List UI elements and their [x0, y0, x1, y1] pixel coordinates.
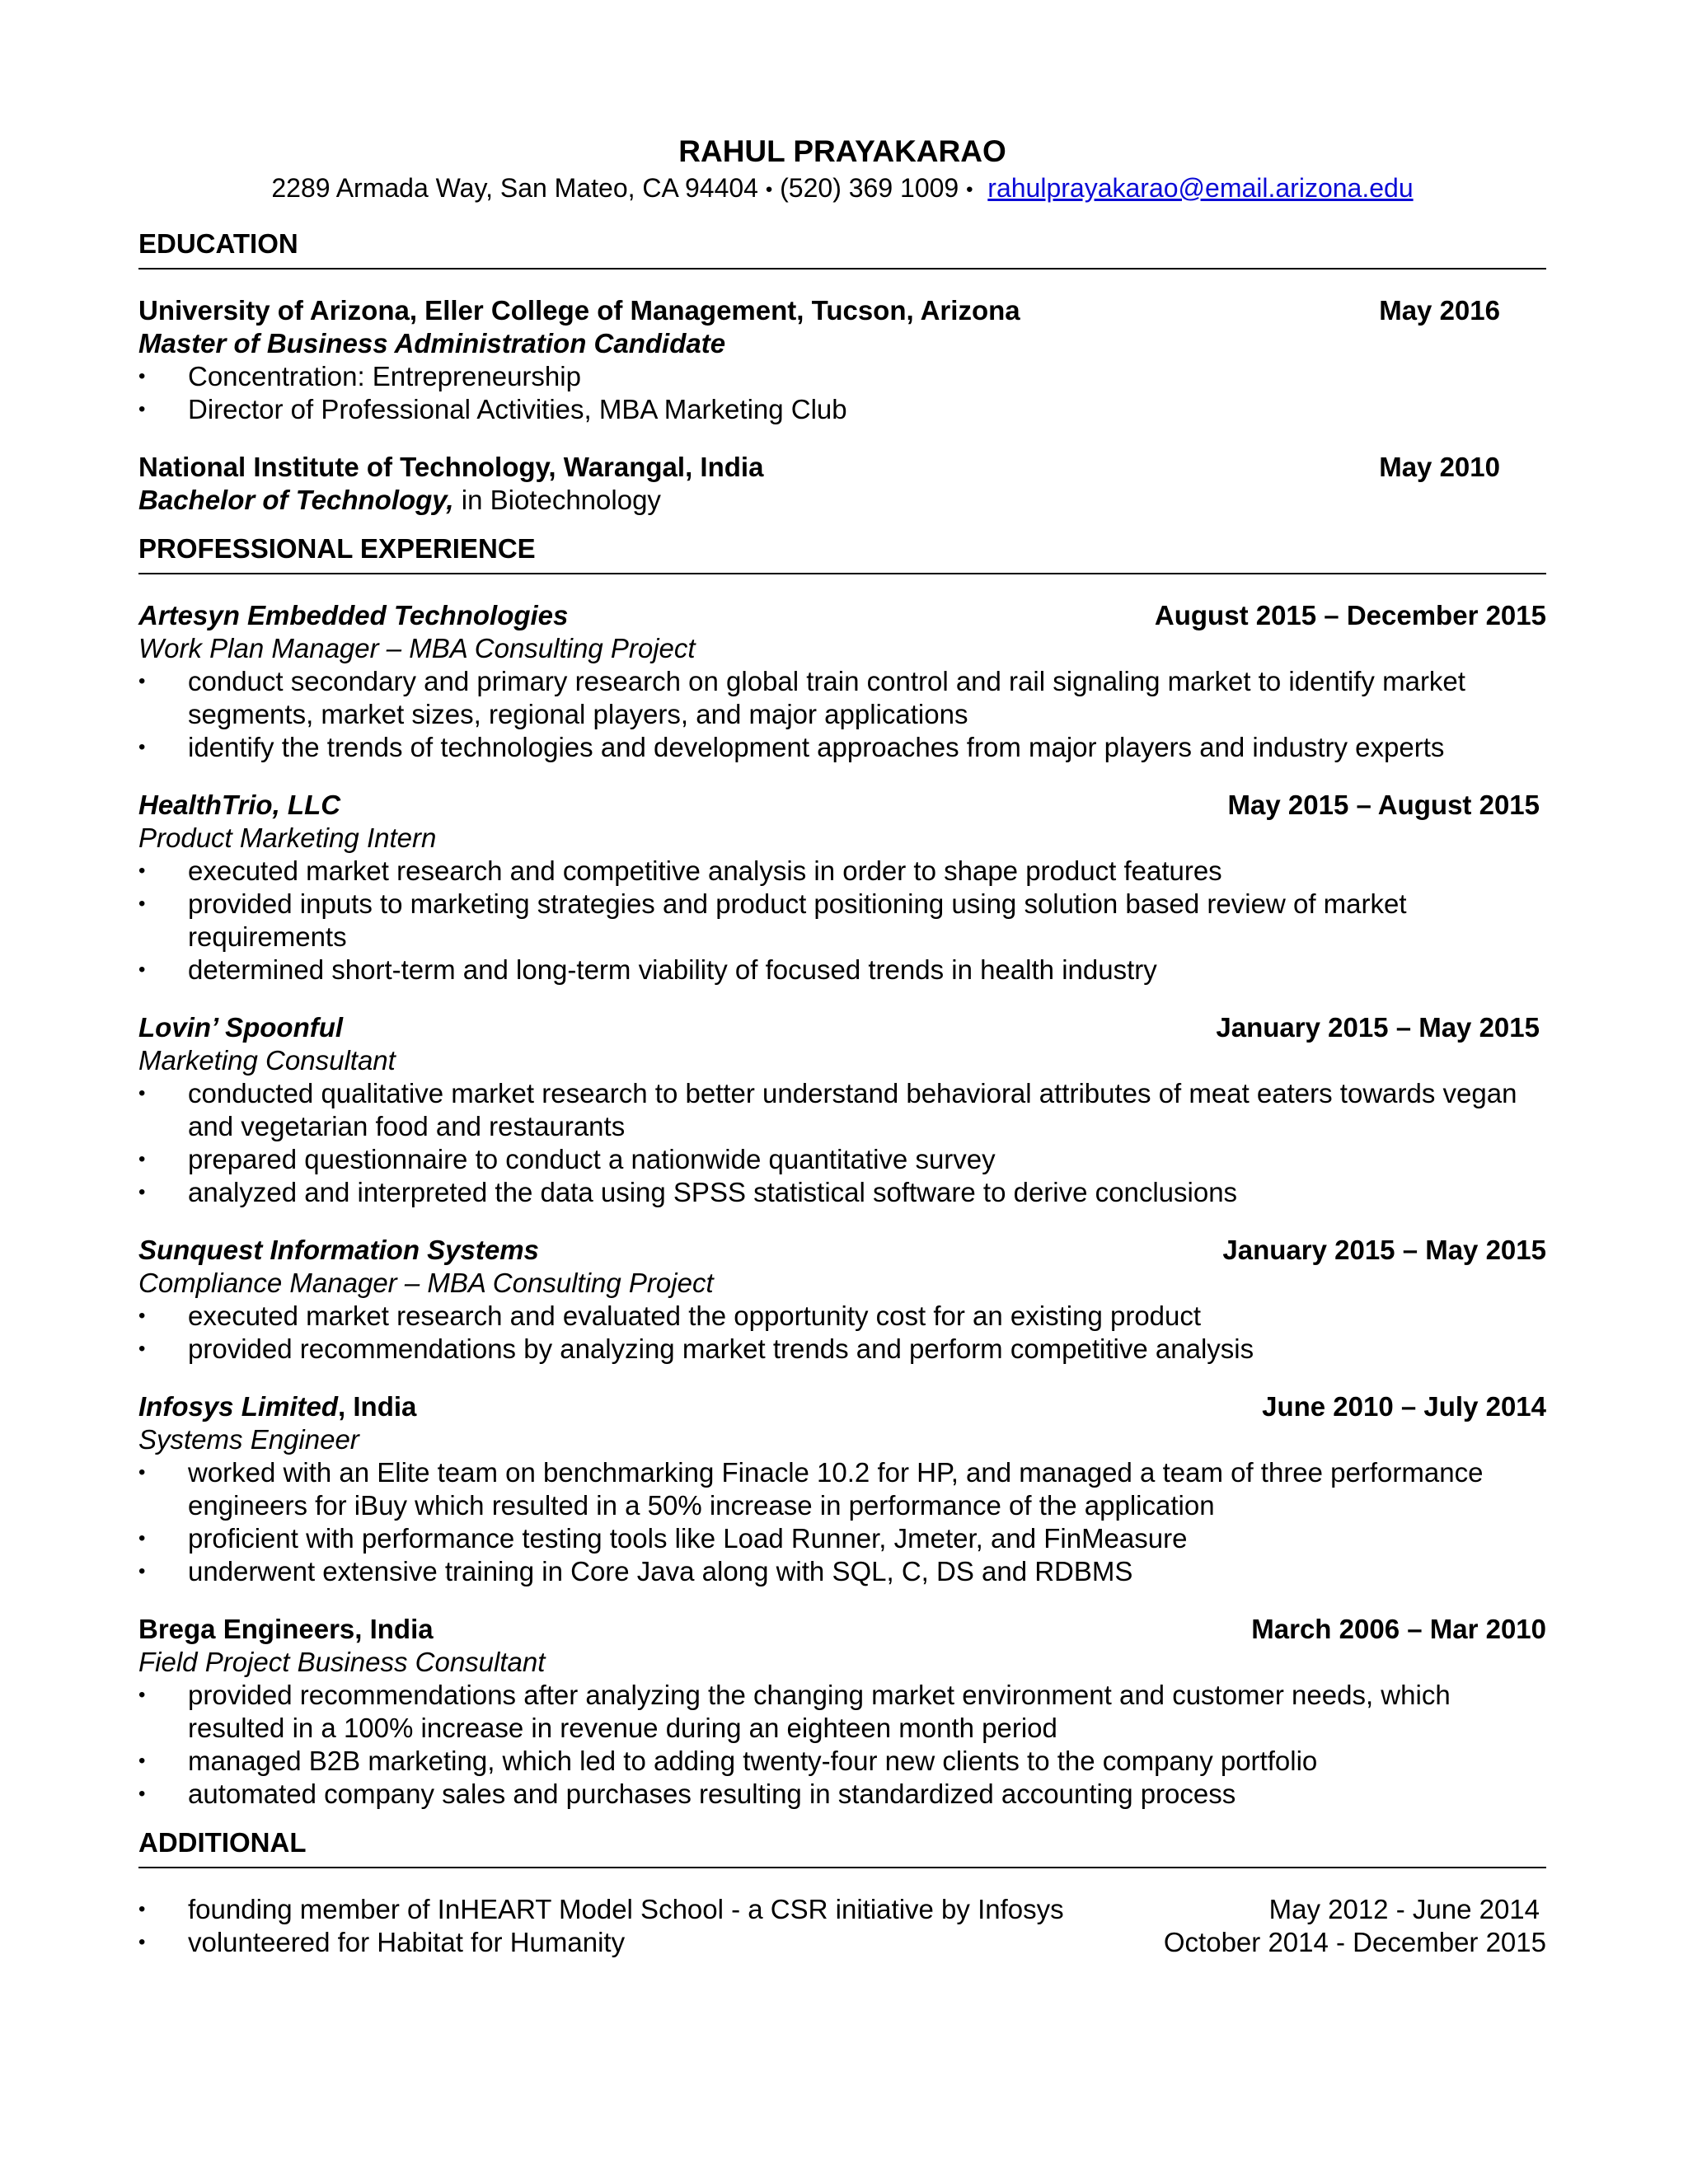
contact-line — [138, 171, 1546, 207]
experience-date: January 2015 – May 2015 — [1222, 1234, 1546, 1265]
candidate-name: RAHUL PRAYAKARAO — [678, 134, 1006, 168]
job-role: Compliance Manager – MBA Consulting Project — [138, 1267, 714, 1298]
section-title-additional: ADDITIONAL — [138, 1825, 1546, 1868]
experience-date: August 2015 – December 2015 — [1154, 599, 1546, 630]
separator-dot: • — [966, 178, 973, 201]
list-item: • underwent extensive training in Core Java along with SQL, C, DS and RDBMS — [138, 1555, 1133, 1586]
job-role: Work Plan Manager – MBA Consulting Project — [138, 632, 696, 663]
company-name: HealthTrio, LLC — [138, 789, 341, 820]
address: 2289 Armada Way, San Mateo, CA 94404 — [271, 173, 758, 203]
experience-date: January 2015 – May 2015 — [1216, 1011, 1540, 1043]
section-title-experience: PROFESSIONAL EXPERIENCE — [138, 532, 1546, 574]
list-item: • determined short-term and long-term viability of focused trends in health industry — [138, 954, 1157, 985]
list-item: • prepared questionnaire to conduct a nationwide quantitative survey — [138, 1143, 996, 1174]
bullet-dot: • — [138, 1782, 146, 1805]
job-role: Product Marketing Intern — [138, 822, 437, 853]
experience-section — [138, 532, 1546, 1811]
list-item: • identify the trends of technologies and development approaches from major players and industry experts — [138, 731, 1445, 762]
email-link[interactable]: rahulprayakarao@email.arizona.edu — [987, 173, 1414, 203]
additional-date: May 2012 - June 2014 — [1268, 1893, 1540, 1924]
company-name: Lovin’ Spoonful — [138, 1011, 344, 1043]
list-item: • conducted qualitative market research to better understand behavioral attributes of meat eaters towards vegan and vegetarian food and restaurants — [138, 1077, 1517, 1141]
list-item: • executed market research and competitive analysis in order to shape product features — [138, 855, 1222, 886]
bullet-dot: • — [138, 958, 146, 981]
resume-page — [138, 132, 1546, 1959]
list-item: • provided recommendations by analyzing market trends and perform competitive analysis — [138, 1333, 1254, 1364]
list-item: • worked with an Elite team on benchmarking Finacle 10.2 for HP, and managed a team of three performance engineers for iBuy which resulted in a 50% increase in performance of the application — [138, 1456, 1484, 1521]
company-location: , India — [338, 1390, 417, 1422]
company-name: Infosys Limited — [138, 1390, 339, 1422]
job-role: Systems Engineer — [138, 1423, 359, 1455]
bullet-dot: • — [138, 669, 146, 692]
bullet-dot: • — [138, 1180, 146, 1203]
experience-entry — [138, 1011, 1546, 1209]
additional-section — [138, 1825, 1546, 1959]
bullet-dot: • — [138, 859, 146, 882]
bullet-dot: • — [138, 1749, 146, 1772]
experience-date: March 2006 – Mar 2010 — [1251, 1613, 1546, 1644]
education-date: May 2010 — [1379, 451, 1500, 482]
section-title-education: EDUCATION — [138, 227, 1546, 269]
company-name: Brega Engineers, India — [138, 1613, 434, 1644]
bullet-dot: • — [138, 364, 146, 387]
bullet-dot: • — [138, 1337, 146, 1360]
bullet-dot: • — [138, 1147, 146, 1170]
list-item: • conduct secondary and primary research on global train control and rail signaling market to identify market segments, market sizes, regional players, and major applications — [138, 665, 1465, 729]
list-item: • volunteered for Habitat for Humanity October 2014 - December 2015 — [138, 1926, 1546, 1957]
education-entry — [138, 451, 1546, 517]
education-section — [138, 227, 1546, 517]
separator-dot: • — [765, 178, 773, 201]
bullet-dot: • — [138, 735, 146, 758]
list-item: • managed B2B marketing, which led to adding twenty-four new clients to the company portfolio — [138, 1745, 1318, 1776]
bullet-dot: • — [138, 1460, 146, 1483]
list-item: • proficient with performance testing tools like Load Runner, Jmeter, and FinMeasure — [138, 1522, 1188, 1554]
bullet-dot: • — [138, 1930, 146, 1953]
list-item: • analyzed and interpreted the data using SPSS statistical software to derive conclusions — [138, 1176, 1238, 1207]
list-item: • provided inputs to marketing strategies and product positioning using solution based review of market requirements — [138, 888, 1407, 952]
experience-entry — [138, 1613, 1546, 1811]
experience-date: May 2015 – August 2015 — [1227, 789, 1540, 820]
school-name: University of Arizona, Eller College of Management, Tucson, Arizona — [138, 294, 1020, 326]
list-item: • executed market research and evaluated the opportunity cost for an existing product — [138, 1300, 1202, 1331]
experience-entry — [138, 1234, 1546, 1366]
school-name: National Institute of Technology, Warangal, India — [138, 451, 764, 482]
list-item: • Concentration: Entrepreneurship — [138, 360, 581, 391]
bullet-dot: • — [138, 1683, 146, 1706]
experience-entry — [138, 789, 1546, 987]
job-role: Field Project Business Consultant — [138, 1646, 546, 1677]
education-date: May 2016 — [1379, 294, 1500, 326]
company-name: Artesyn Embedded Technologies — [138, 599, 569, 630]
job-role: Marketing Consultant — [138, 1044, 396, 1076]
experience-date: June 2010 – July 2014 — [1262, 1390, 1546, 1422]
bullet-dot: • — [138, 1559, 146, 1582]
experience-entry — [138, 1390, 1546, 1588]
bullet-dot: • — [138, 1897, 146, 1920]
company-name: Sunquest Information Systems — [138, 1234, 539, 1265]
resume-header — [138, 132, 1546, 207]
bullet-dot: • — [138, 397, 146, 420]
education-entry — [138, 294, 1546, 426]
bullet-dot: • — [138, 1526, 146, 1549]
bullet-dot: • — [138, 1304, 146, 1327]
phone: (520) 369 1009 — [780, 173, 959, 203]
list-item: • automated company sales and purchases resulting in standardized accounting process — [138, 1778, 1236, 1809]
degree: Bachelor of Technology, in Biotechnology — [138, 484, 661, 515]
list-item: • provided recommendations after analyzing the changing market environment and customer needs, which resulted in a 100% increase in revenue during an eighteen month period — [138, 1679, 1451, 1743]
list-item: • Director of Professional Activities, MBA Marketing Club — [138, 393, 847, 424]
list-item: • founding member of InHEART Model School - a CSR initiative by Infosys May 2012 - June 2014 — [138, 1893, 1546, 1926]
experience-entry — [138, 599, 1546, 764]
additional-date: October 2014 - December 2015 — [1163, 1926, 1546, 1957]
bullet-dot: • — [138, 1081, 146, 1104]
bullet-dot: • — [138, 892, 146, 915]
degree: Master of Business Administration Candidate — [138, 327, 726, 359]
